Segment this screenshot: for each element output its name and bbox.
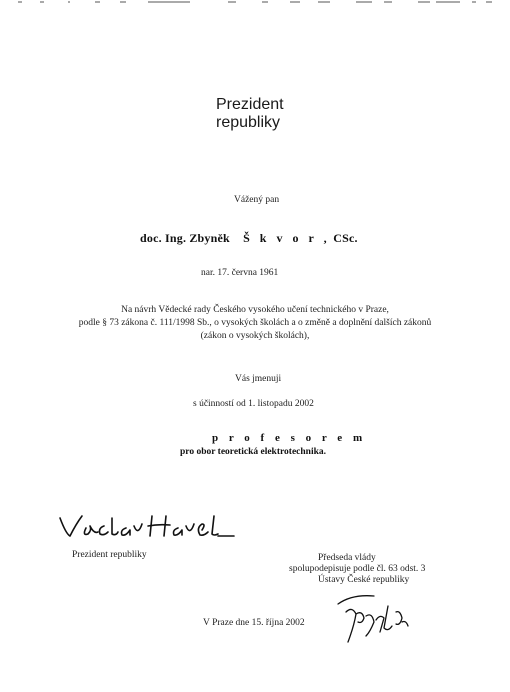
place-and-date: V Praze dne 15. října 2002 — [203, 618, 305, 628]
letterhead — [216, 96, 284, 132]
academic-title: p r o f e s o r e m — [212, 432, 367, 444]
recipient-suffix: CSc. — [333, 231, 358, 245]
effective-date: s účinností od 1. listopadu 2002 — [193, 399, 314, 409]
salutation: Vážený pan — [234, 195, 280, 205]
prime-minister-signature-image — [334, 592, 414, 650]
basis-line-1: Na návrh Vědecké rady Českého vysokého učení technického v Praze, — [121, 305, 389, 315]
recipient-name — [140, 231, 358, 246]
scan-artifacts — [0, 0, 510, 8]
appoint-text: Vás jmenuji — [235, 374, 282, 384]
president-signature-image — [56, 510, 236, 546]
basis-line-3: (zákon o vysokých školách), — [200, 331, 310, 341]
countersign-note-1: spolupodepisuje podle čl. 63 odst. 3 — [289, 564, 426, 574]
president-label: Prezident republiky — [72, 550, 147, 560]
letterhead-line-2: republiky — [216, 114, 281, 131]
letterhead-line-1: Prezident — [216, 96, 284, 113]
recipient-surname: Š k v o r , — [243, 231, 331, 245]
prime-minister-label: Předseda vlády — [318, 553, 376, 563]
basis-line-2: podle § 73 zákona č. 111/1998 Sb., o vysokých školách a o změně a doplnění dalších zákonů — [78, 318, 432, 328]
field-of-study: pro obor teoretická elektrotechnika. — [180, 447, 327, 457]
countersign-note-2: Ústavy České republiky — [318, 575, 410, 585]
recipient-prefix: doc. Ing. Zbyněk — [140, 231, 230, 245]
birth-date: nar. 17. června 1961 — [201, 268, 279, 278]
